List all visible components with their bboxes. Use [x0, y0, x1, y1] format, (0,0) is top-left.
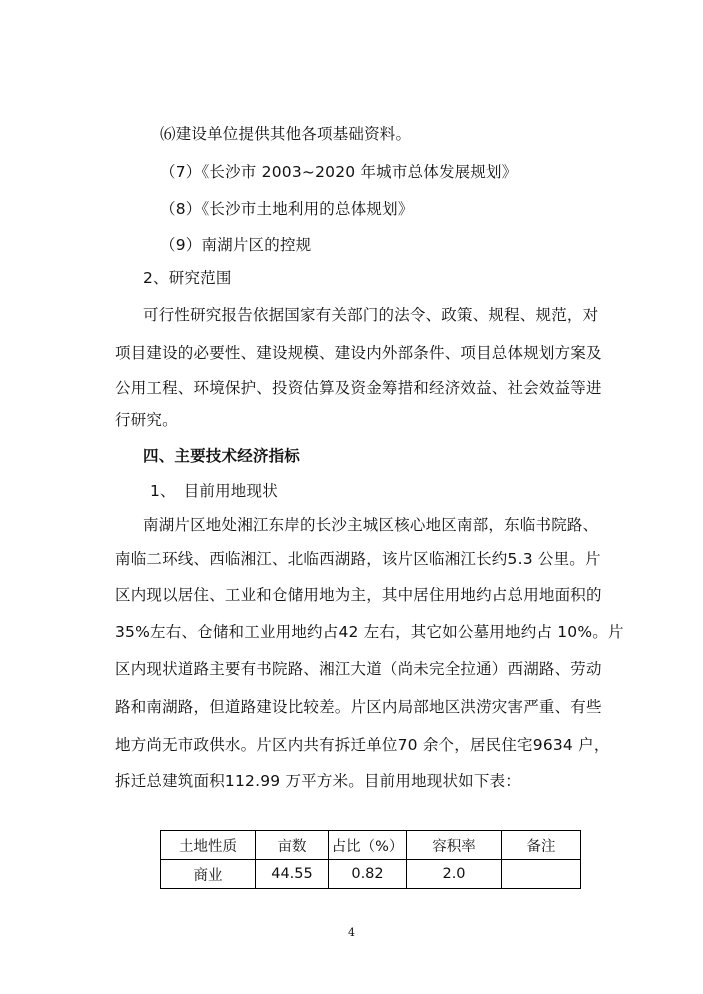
- list-item-7: （7）《长沙市 2003~2020 年城市总体发展规划》: [160, 163, 518, 181]
- page-number: 4: [348, 926, 355, 939]
- table-header-cell: 容积率: [407, 831, 502, 860]
- table-cell: 44.55: [256, 860, 329, 889]
- table-header-cell: 土地性质: [161, 831, 256, 860]
- subsection-heading: 1、 目前用地现状: [150, 482, 278, 500]
- list-item-9: （9）南湖片区的控规: [160, 236, 312, 254]
- paragraph-line: 路和南湖路，但道路建设比较差。片区内局部地区洪涝灾害严重、有些: [115, 698, 602, 716]
- paragraph-line: 项目建设的必要性、建设规模、建设内外部条件、项目总体规划方案及: [115, 344, 602, 362]
- paragraph-line: 地方尚无市政供水。片区内共有拆迁单位70 余个，居民住宅9634 户，: [115, 736, 610, 754]
- section-heading: 四、主要技术经济指标: [143, 447, 301, 465]
- list-item-6: ⑹建设单位提供其他各项基础资料。: [160, 125, 412, 143]
- paragraph-line: 行研究。: [115, 411, 178, 429]
- table-header-cell: 备注: [502, 831, 581, 860]
- table-cell: [502, 860, 581, 889]
- table-cell: 2.0: [407, 860, 502, 889]
- table-row: [161, 860, 581, 889]
- table-header-cell: 亩数: [256, 831, 329, 860]
- research-scope-heading: 2、研究范围: [143, 269, 232, 287]
- table-header-cell: 占比（%）: [329, 831, 407, 860]
- paragraph-line: 35%左右、仓储和工业用地约占42 左右，其它如公墓用地约占 10%。片: [115, 623, 624, 641]
- list-item-8: （8）《长沙市土地利用的总体规划》: [160, 200, 414, 218]
- paragraph-line: 南临二环线、西临湘江、北临西湖路，该片区临湘江长约5.3 公里。片: [115, 550, 601, 568]
- paragraph-line: 公用工程、环境保护、投资估算及资金筹措和经济效益、社会效益等进: [115, 379, 602, 397]
- paragraph-line: 区内现状道路主要有书院路、湘江大道（尚未完全拉通）西湖路、劳动: [115, 660, 602, 678]
- table-cell: 0.82: [329, 860, 407, 889]
- table-header-row: [161, 831, 581, 860]
- paragraph-line: 南湖片区地处湘江东岸的长沙主城区核心地区南部，东临书院路、: [143, 516, 599, 534]
- table-cell: 商业: [161, 860, 256, 889]
- paragraph-line: 拆迁总建筑面积112.99 万平方米。目前用地现状如下表：: [115, 772, 521, 790]
- land-use-table: [160, 830, 581, 889]
- paragraph-line: 可行性研究报告依据国家有关部门的法令、政策、规程、规范，对: [143, 306, 599, 324]
- paragraph-line: 区内现以居住、工业和仓储用地为主，其中居住用地约占总用地面积的: [115, 586, 602, 604]
